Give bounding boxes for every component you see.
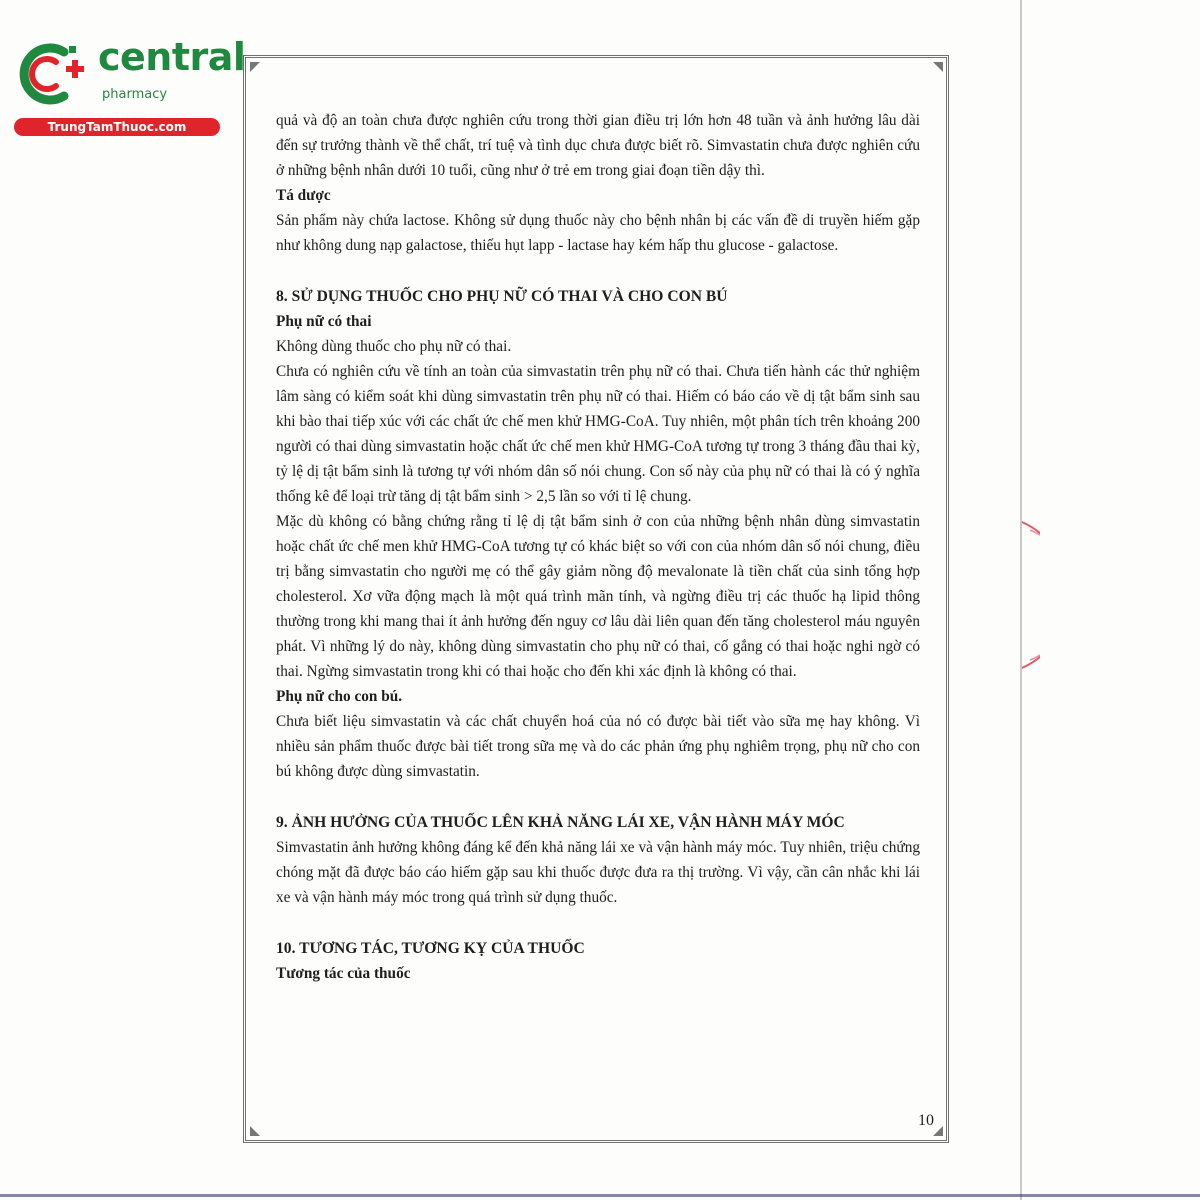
- section-heading: 8. SỬ DỤNG THUỐC CHO PHỤ NỮ CÓ THAI VÀ CHO CON BÚ: [276, 288, 728, 305]
- corner-ornament-icon: [250, 62, 260, 72]
- scan-bottom-line: [0, 1194, 1200, 1197]
- red-stamp-fragment-icon: [1000, 520, 1040, 670]
- corner-ornament-icon: [250, 1126, 260, 1136]
- brand-subtitle: pharmacy: [102, 87, 168, 102]
- brand-name: central: [98, 35, 246, 79]
- paragraph: quả và độ an toàn chưa được nghiên cứu trong thời gian điều trị lớn hơn 48 tuần và ảnh hưởng lâu dài đến sự trưởng thành về thể chất, trí tuệ và tình dục chưa được biết rõ. Simvastatin chưa được nghiên cứu ở những bệnh nhân dưới 10 tuổi, cũng như ở trẻ em trong giai đoạn tiền dậy thì.: [276, 112, 920, 179]
- paragraph: Simvastatin ảnh hưởng không đáng kể đến khả năng lái xe và vận hành máy móc. Tuy nhiên, triệu chứng chóng mặt đã được báo cáo hiếm gặp sau khi thuốc được đưa ra thị trường. Vì vậy, cần cân nhắc khi lái xe và vận hành máy móc trong quá trình sử dụng thuốc.: [276, 839, 920, 906]
- subheading: Tương tác của thuốc: [276, 965, 411, 982]
- section-heading: 9. ẢNH HƯỞNG CỦA THUỐC LÊN KHẢ NĂNG LÁI XE, VẬN HÀNH MÁY MÓC: [276, 814, 845, 831]
- corner-ornament-icon: [933, 62, 943, 72]
- paragraph: Chưa biết liệu simvastatin và các chất chuyển hoá của nó có được bài tiết vào sữa mẹ hay không. Vì nhiều sản phẩm thuốc được bài tiết trong sữa mẹ và do các phản ứng phụ nghiêm trọng, phụ nữ cho con bú không được dùng simvastatin.: [276, 713, 920, 780]
- brand-url-badge[interactable]: TrungTamThuoc.com: [14, 118, 220, 136]
- central-pharmacy-logo[interactable]: [12, 35, 246, 136]
- subheading: Tá dược: [276, 187, 331, 204]
- paragraph: Không dùng thuốc cho phụ nữ có thai.: [276, 338, 512, 355]
- section-heading: 10. TƯƠNG TÁC, TƯƠNG KỴ CỦA THUỐC: [276, 940, 585, 957]
- paragraph: Sản phẩm này chứa lactose. Không sử dụng thuốc này cho bệnh nhân bị các vấn đề di truyền hiếm gặp như không dung nạp galactose, thiếu hụt lapp - lactase hay kém hấp thu glucose - galactose.: [276, 212, 920, 254]
- subheading: Phụ nữ cho con bú.: [276, 688, 403, 705]
- subheading: Phụ nữ có thai: [276, 313, 372, 330]
- corner-ornament-icon: [933, 1126, 943, 1136]
- pharmacy-cross-logo-icon: [12, 38, 92, 108]
- paragraph: Mặc dù không có bằng chứng rằng tỉ lệ dị tật bẩm sinh ở con của những bệnh nhân dùng simvastatin hoặc chất ức chế men khử HMG-CoA tương tự có khác biệt so với con của nhóm dân số nói chung, điều trị bằng simvastatin cho người mẹ có thể gây giảm nồng độ mevalonate là tiền chất của sinh tổng hợp cholesterol. Xơ vữa động mạch là một quá trình mãn tính, và ngừng điều trị các thuốc hạ lipid thông thường trong khi mang thai ít ảnh hưởng đến nguy cơ lâu dài liên quan đến tăng cholesterol máu nguyên phát. Vì những lý do này, không dùng simvastatin cho phụ nữ có thai, cố gắng có thai hoặc nghi ngờ có thai. Ngừng simvastatin trong khi có thai hoặc cho đến khi xác định là không có thai.: [276, 513, 920, 680]
- document-body: [276, 108, 920, 986]
- page-number: 10: [918, 1112, 934, 1129]
- paragraph: Chưa có nghiên cứu về tính an toàn của simvastatin trên phụ nữ có thai. Chưa tiến hành các thử nghiệm lâm sàng có kiểm soát khi dùng simvastatin trên phụ nữ có thai. Hiếm có báo cáo về dị tật bẩm sinh sau khi bào thai tiếp xúc với các chất ức chế men khử HMG-CoA. Tuy nhiên, một phân tích trên khoảng 200 người có thai dùng simvastatin hoặc chất ức chế men khử HMG-CoA tương tự trong 3 tháng đầu thai kỳ, tỷ lệ dị tật bẩm sinh là tương tự với nhóm dân số nói chung. Con số này của phụ nữ có thai là có ý nghĩa thống kê để loại trừ tăng dị tật bẩm sinh > 2,5 lần so với tỉ lệ chung.: [276, 363, 920, 505]
